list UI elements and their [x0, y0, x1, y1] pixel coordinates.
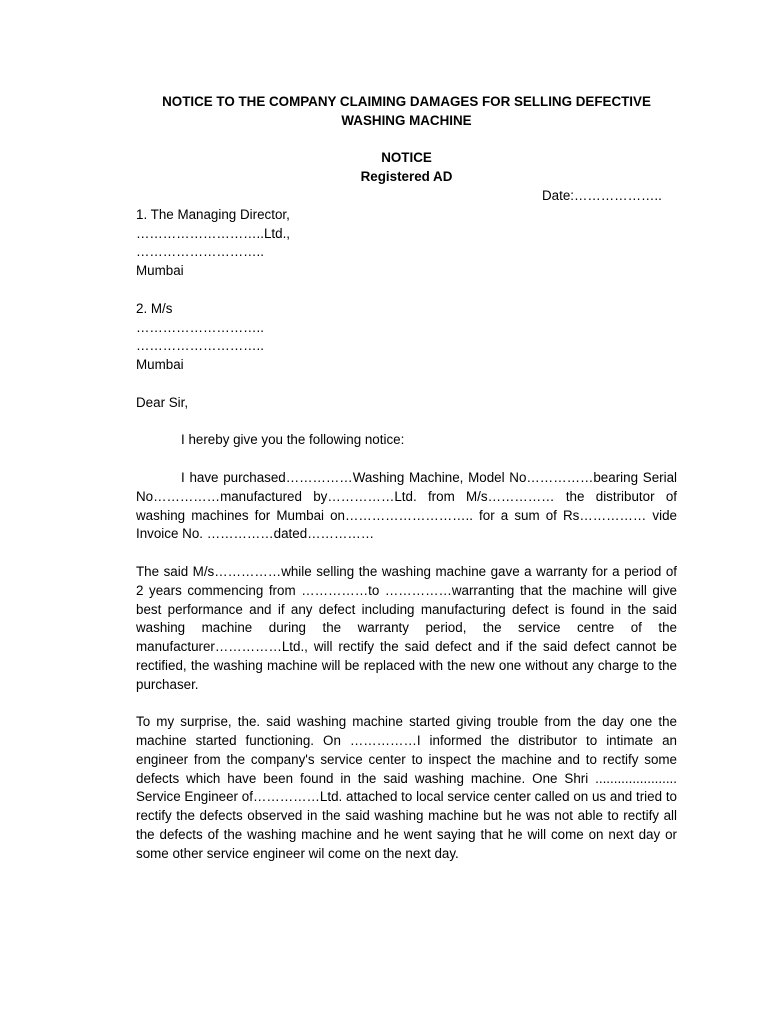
document-title-line1: NOTICE TO THE COMPANY CLAIMING DAMAGES FOR SELLING DEFECTIVE: [162, 94, 651, 109]
salutation: Dear Sir,: [136, 394, 189, 410]
date-line: Date:………………..: [542, 187, 662, 203]
addressee-2-line-2: ………………………..: [136, 319, 264, 335]
paragraph-purchase-details: I have purchased……………Washing Machine, Model No……………bearing Serial No……………manufactured by……………Ltd. from M/s…………… the distributor of washing machines for Mumbai on……………………….. for a sum of Rs…………… vide Invoice No. ……………dated……………: [136, 469, 677, 542]
addressee-block-2: [136, 300, 677, 375]
addressee-1-line-4: Mumbai: [136, 263, 184, 279]
paragraph-complaint: To my surprise, the. said washing machine started giving trouble from the day one the machine started functioning. On ……………I informed the distributor to intimate an engineer from the company's service center to inspect the machine and to rectify some defects which have been found in the said washing machine. One Shri ...................... Service Engineer of……………Ltd. attached to local service center called on us and tried to rectify the defects observed in the said washing machine but he was not able to rectify all the defects of the washing machine and he went saying that he will come on next day or some other service engineer wil come on the next day.: [136, 714, 677, 861]
paragraph-warranty: The said M/s……………while selling the washing machine gave a warranty for a period of 2 years commencing from ……………to ……………warranting that the machine will give best performance and if any defect including manufacturing defect is found in the said washing machine during the warranty period, the service centre of the manufacturer……………Ltd., will rectify the said defect and if the said defect cannot be rectified, the washing machine will be replaced with the new one without any charge to the purchaser.: [136, 563, 677, 692]
addressee-2-line-4: Mumbai: [136, 357, 184, 373]
intro-line: I hereby give you the following notice:: [181, 432, 405, 448]
addressee-2-line-1: 2. M/s: [136, 300, 173, 316]
document-title-line2: WASHING MACHINE: [341, 112, 472, 128]
addressee-1-line-2: ………………………..Ltd.,: [136, 225, 291, 241]
addressee-block-1: [136, 206, 677, 281]
addressee-2-line-3: ………………………..: [136, 338, 264, 354]
notice-heading: NOTICE: [381, 150, 432, 166]
addressee-1-line-1: 1. The Managing Director,: [136, 206, 290, 222]
addressee-1-line-3: ………………………..: [136, 244, 264, 260]
document-body: [136, 93, 677, 864]
registered-ad-subheading: Registered AD: [360, 169, 453, 185]
